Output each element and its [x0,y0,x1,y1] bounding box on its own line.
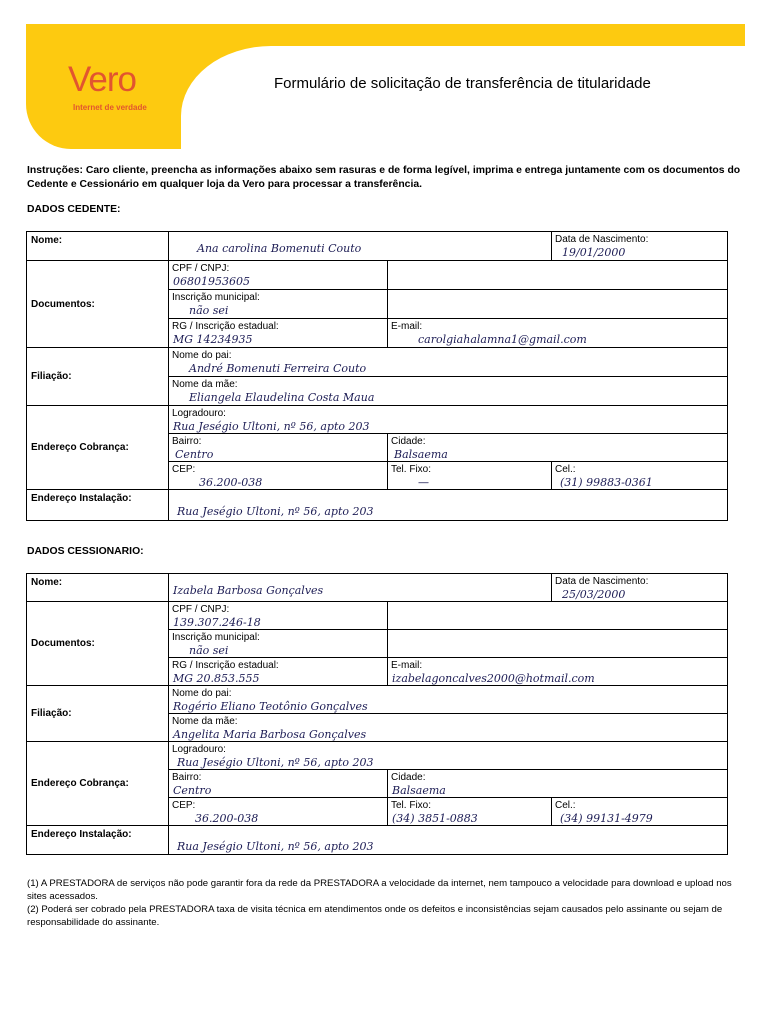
nome-mae-label: Nome da mãe: [172,379,238,390]
cedente-email-value: carolgiahalamna1@gmail.com [418,333,587,346]
cessionario-email-field[interactable] [388,658,728,686]
vero-logo: Vero [68,60,136,99]
cessionario-inscricao-municipal-field[interactable] [169,630,388,658]
nome-pai-label: Nome do pai: [172,688,232,699]
cedente-email-field[interactable] [388,319,728,348]
cedente-table [26,231,728,521]
documentos-label: Documentos: [27,261,169,348]
cessionario-nome-value: Izabela Barbosa Gonçalves [173,584,324,597]
cedente-data-nascimento-field[interactable] [552,232,728,261]
footnote-2: (2) Poderá ser cobrado pela PRESTADORA taxa de visita técnica em atendimentos onde os defeitos e inconsistências sejam causados pelo assinante ou sejam de responsabilidade do assinante. [27,904,723,928]
inscricao-municipal-label: Inscrição municipal: [172,632,260,643]
endereco-cobranca-label: Endereço Cobrança: [27,406,169,490]
rg-label: RG / Inscrição estadual: [172,321,279,332]
cessionario-rg-value: MG 20.853.555 [173,672,260,685]
cedente-heading: DADOS CEDENTE: [27,204,121,215]
cessionario-email-value: izabelagoncalves2000@hotmail.com [392,672,595,685]
cessionario-nome-mae-field[interactable] [169,714,728,742]
cessionario-blank-cell [388,602,728,630]
cedente-cep-value: 36.200-038 [199,476,263,489]
cessionario-cpf-value: 139.307.246-18 [173,616,261,629]
cedente-endereco-instalacao-field[interactable] [169,490,728,521]
cpf-label: CPF / CNPJ: [172,263,230,274]
cessionario-nome-field[interactable] [169,574,552,602]
email-label: E-mail: [391,660,423,671]
cessionario-nome-pai-field[interactable] [169,686,728,714]
cedente-cel-field[interactable] [552,462,728,490]
cedente-nome-pai-value: André Bomenuti Ferreira Couto [189,362,367,375]
nome-pai-label: Nome do pai: [172,350,232,361]
cessionario-data-nascimento-value: 25/03/2000 [562,588,626,601]
rg-label: RG / Inscrição estadual: [172,660,279,671]
logo-tagline: Internet de verdade [73,103,147,112]
nome-mae-label: Nome da mãe: [172,716,238,727]
cessionario-cel-value: (34) 99131-4979 [560,812,653,825]
cessionario-heading: DADOS CESSIONARIO: [27,546,144,557]
cessionario-cep-field[interactable] [169,798,388,826]
cessionario-table [26,573,728,855]
nome-label: Nome: [27,232,169,261]
logradouro-label: Logradouro: [172,744,226,755]
cpf-label: CPF / CNPJ: [172,604,230,615]
cedente-logradouro-field[interactable] [169,406,728,434]
cedente-bairro-value: Centro [175,448,214,461]
filiacao-label: Filiação: [27,686,169,742]
endereco-cobranca-label: Endereço Cobrança: [27,742,169,826]
cessionario-cidade-field[interactable] [388,770,728,798]
footnotes [27,877,739,929]
cedente-cel-value: (31) 99883-0361 [560,476,653,489]
cel-label: Cel.: [555,464,576,475]
cedente-cep-field[interactable] [169,462,388,490]
cessionario-data-nascimento-field[interactable] [552,574,728,602]
cedente-inscricao-municipal-field[interactable] [169,290,388,319]
cessionario-endereco-instalacao-field[interactable] [169,826,728,855]
cessionario-bairro-field[interactable] [169,770,388,798]
cedente-cidade-value: Balsaema [394,448,448,461]
cessionario-logradouro-value: Rua Jeségio Ultoni, nº 56, apto 203 [177,756,374,769]
nome-label: Nome: [27,574,169,602]
documentos-label: Documentos: [27,602,169,686]
cessionario-blank-cell-2 [388,630,728,658]
cedente-inscricao-municipal-value: não sei [189,304,229,317]
cedente-nome-field[interactable] [169,232,552,261]
cedente-rg-value: MG 14234935 [173,333,253,346]
cep-label: CEP: [172,464,196,475]
cedente-endereco-instalacao-value: Rua Jeségio Ultoni, nº 56, apto 203 [177,505,374,518]
header-title-area [181,46,745,149]
cessionario-tel-fixo-field[interactable] [388,798,552,826]
cedente-nome-mae-field[interactable] [169,377,728,406]
endereco-instalacao-label: Endereço Instalação: [27,490,169,521]
email-label: E-mail: [391,321,423,332]
cedente-tel-fixo-value: — [418,476,429,489]
cedente-cpf-field[interactable] [169,261,388,290]
inscricao-municipal-label: Inscrição municipal: [172,292,260,303]
cedente-blank-cell [388,261,728,290]
filiacao-label: Filiação: [27,348,169,406]
cidade-label: Cidade: [391,772,426,783]
cedente-data-nascimento-value: 19/01/2000 [562,246,626,259]
instructions: Instruções: Caro cliente, preencha as informações abaixo sem rasuras e de forma legível, imprima e entrega juntamente com os documentos do Cedente e Cessionário em qualquer loja da Vero para processar a transferência. [27,165,741,190]
cessionario-nome-pai-value: Rogério Eliano Teotônio Gonçalves [173,700,368,713]
cedente-nome-value: Ana carolina Bomenuti Couto [197,242,362,255]
cedente-nome-mae-value: Eliangela Elaudelina Costa Maua [189,391,375,404]
cessionario-cidade-value: Balsaema [392,784,446,797]
cedente-nome-pai-field[interactable] [169,348,728,377]
cessionario-cpf-field[interactable] [169,602,388,630]
cessionario-bairro-value: Centro [173,784,212,797]
tel-fixo-label: Tel. Fixo: [391,464,432,475]
cedente-cidade-field[interactable] [388,434,728,462]
cessionario-endereco-instalacao-value: Rua Jeségio Ultoni, nº 56, apto 203 [177,840,374,853]
bairro-label: Bairro: [172,772,202,783]
cedente-bairro-field[interactable] [169,434,388,462]
cedente-tel-fixo-field[interactable] [388,462,552,490]
cedente-rg-field[interactable] [169,319,388,348]
cedente-cpf-value: 06801953605 [173,275,250,288]
endereco-instalacao-label: Endereço Instalação: [27,826,169,855]
cel-label: Cel.: [555,800,576,811]
cessionario-cel-field[interactable] [552,798,728,826]
tel-fixo-label: Tel. Fixo: [391,800,432,811]
cep-label: CEP: [172,800,196,811]
cessionario-tel-fixo-value: (34) 3851-0883 [392,812,478,825]
cedente-blank-cell-2 [388,290,728,319]
cessionario-nome-mae-value: Angelita Maria Barbosa Gonçalves [173,728,367,741]
data-nascimento-label: Data de Nascimento: [555,576,649,587]
logradouro-label: Logradouro: [172,408,226,419]
bairro-label: Bairro: [172,436,202,447]
form-title: Formulário de solicitação de transferência de titularidade [274,75,651,92]
cedente-logradouro-value: Rua Jeségio Ultoni, nº 56, apto 203 [173,420,370,433]
cidade-label: Cidade: [391,436,426,447]
cessionario-inscricao-municipal-value: não sei [189,644,229,657]
cessionario-logradouro-field[interactable] [169,742,728,770]
cessionario-rg-field[interactable] [169,658,388,686]
cessionario-cep-value: 36.200-038 [195,812,259,825]
data-nascimento-label: Data de Nascimento: [555,234,649,245]
footnote-1: (1) A PRESTADORA de serviços não pode garantir fora da rede da PRESTADORA a velocidade da internet, nem tampouco a velocidade para download e upload nos sites acessados. [27,878,732,902]
